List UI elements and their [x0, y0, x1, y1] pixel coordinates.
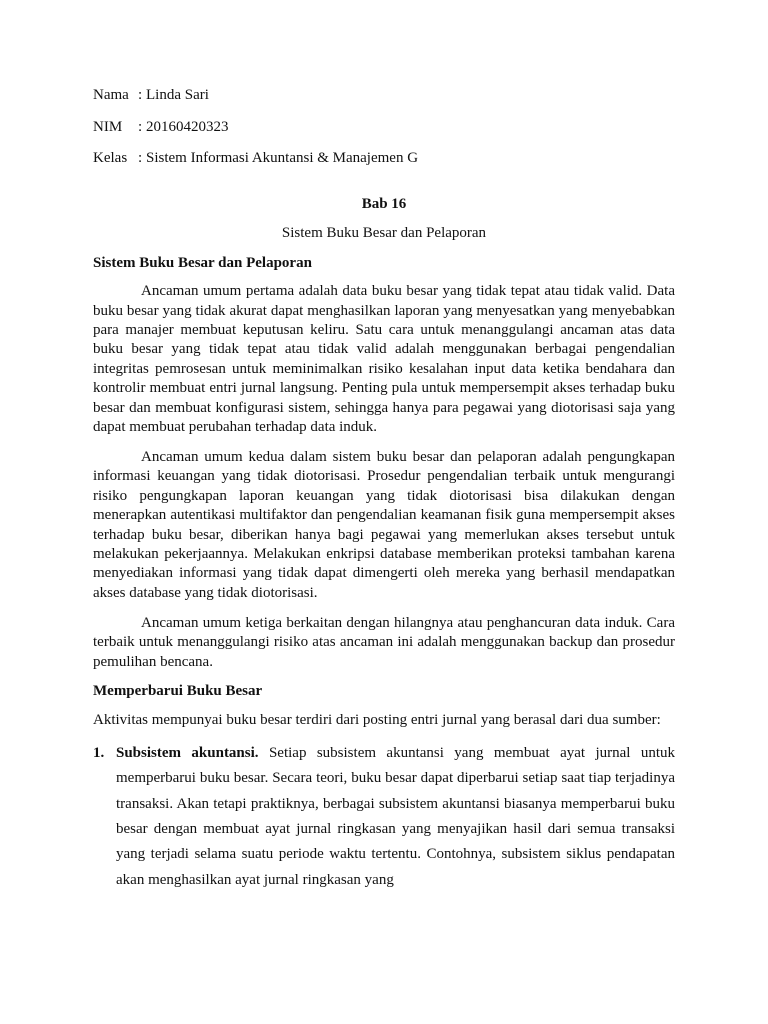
name-value: Linda Sari: [146, 87, 209, 103]
intro-paragraph: Aktivitas mempunyai buku besar terdiri dari posting entri jurnal yang berasal dari dua sumber:: [93, 711, 661, 728]
nim-value: 20160420323: [146, 118, 229, 135]
class-separator: :: [138, 150, 143, 166]
document-body: [93, 86, 675, 893]
section-heading-sistem: Sistem Buku Besar dan Pelaporan: [93, 254, 312, 271]
name-separator: :: [138, 87, 143, 103]
paragraph: Ancaman umum pertama adalah data buku besar yang tidak tepat atau tidak valid. Data buku besar yang tidak akurat dapat menghasilkan laporan yang menyesatkan yang menyebabkan para manajer membuat keputusan keliru. Satu cara untuk menanggulangi ancaman atas data buku besar yang tidak tepat atau tidak valid adalah menggunakan berbagai pengendalian integritas pemrosesan untuk meminimalkan risiko kesalahan input data ketika bendahara dan kontrolir membuat entri jurnal langsung. Penting pula untuk mempersempit akses terhadap buku besar dan membuat konfigurasi sistem, sehingga hanya para pegawai yang diotorisasi saja yang dapat membuat perubahan terhadap data induk.: [93, 283, 675, 436]
list-item-text: Setiap subsistem akuntansi yang membuat ayat jurnal untuk memperbarui buku besar. Secara teori, buku besar dapat diperbarui setiap saat tiap terjadinya transaksi. Akan tetapi praktiknya, berbagai subsistem akuntansi biasanya memperbarui buku besar dengan membuat ayat jurnal ringkasan yang menyajikan hasil dari semua transaksi yang terjadi selama suatu periode waktu tertentu. Contohnya, subsistem siklus pendapatan akan menghasilkan ayat jurnal ringkasan yang: [116, 744, 676, 888]
list-item-number: 1.: [93, 744, 105, 761]
list-item-term: Subsistem akuntansi.: [116, 744, 259, 761]
section-heading-memperbarui: Memperbarui Buku Besar: [93, 683, 263, 700]
name-label: Nama: [93, 87, 129, 103]
student-class-row: [93, 149, 675, 168]
class-value: Sistem Informasi Akuntansi & Manajemen G: [146, 150, 419, 166]
chapter-number: Bab 16: [361, 196, 407, 212]
list-item: [93, 741, 675, 893]
paragraph: Ancaman umum kedua dalam sistem buku besar dan pelaporan adalah pengungkapan informasi keuangan yang tidak diotorisasi. Prosedur pengendalian terbaik untuk mengurangi risiko pengungkapan laporan keuangan yang tidak diotorisasi bisa dilakukan dengan menerapkan autentikasi multifaktor dan pengendalian keamanan fisik guna mempersempit akses terhadap buku besar, diberikan hanya bagi pegawai yang memerlukan akses tersebut untuk melakukan pekerjaannya. Melakukan enkripsi database memberikan proteksi tambahan karena menyediakan informasi yang tidak dapat dimengerti oleh mereka yang berhasil mendapatkan akses database yang tidak diotorisasi.: [93, 448, 675, 601]
student-nim-row: [93, 118, 675, 137]
class-label: Kelas: [93, 150, 128, 166]
numbered-list: [93, 741, 675, 893]
student-name-row: [93, 86, 675, 105]
chapter-title: Sistem Buku Besar dan Pelaporan: [281, 225, 487, 242]
nim-separator: :: [138, 118, 143, 135]
nim-label: NIM: [93, 118, 123, 135]
paragraph: Ancaman umum ketiga berkaitan dengan hilangnya atau penghancuran data induk. Cara terbaik untuk menanggulangi risiko atas ancaman ini adalah menggunakan backup dan prosedur pemulihan bencana.: [93, 614, 675, 670]
